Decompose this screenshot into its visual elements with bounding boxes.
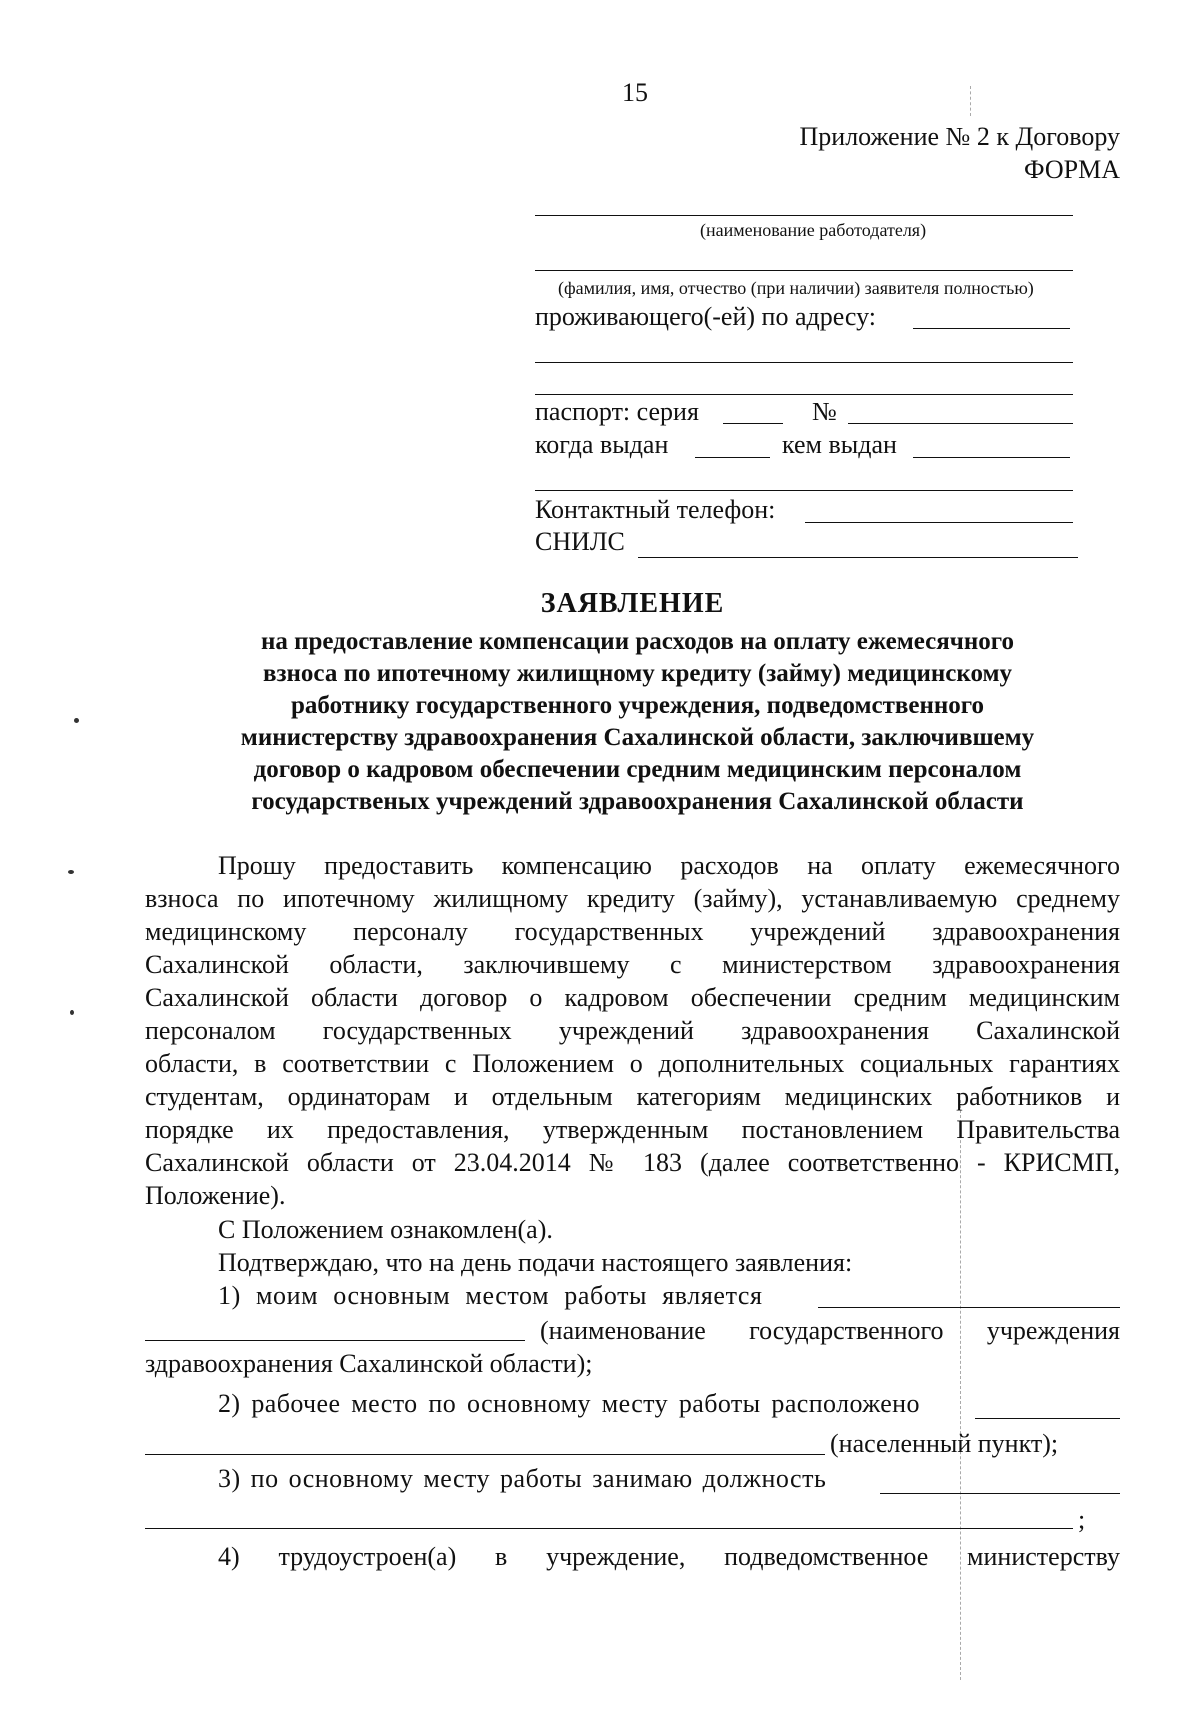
title-block [150, 626, 1125, 818]
item-2-text: 2) рабочее место по основному месту работы расположено [218, 1389, 920, 1418]
title-line: на предоставление компенсации расходов на оплату ежемесячного [260, 628, 1015, 655]
confirm-text: Подтверждаю, что на день подачи настоящего заявления: [218, 1248, 853, 1277]
title-line: государственых учреждений здравоохранения Сахалинской области [251, 788, 1024, 815]
item-1-line [818, 1307, 1120, 1308]
item-1-text: 1) моим основным местом работы является [218, 1281, 763, 1310]
scan-speck [68, 870, 74, 874]
item-3-end: ; [1078, 1505, 1086, 1534]
title-line: договор о кадровом обеспечении средним медицинским персоналом [253, 756, 1022, 783]
title-line: работнику государственного учреждения, подведомственного [291, 692, 984, 719]
item-4-text: 4) трудоустроен(а) в учреждение, подведомственное министерству [218, 1542, 1120, 1571]
employer-caption: (наименование работодателя) [700, 220, 927, 240]
scan-speck [74, 718, 79, 723]
form-label: ФОРМА [1024, 155, 1120, 184]
passport-series-label: паспорт: серия [535, 397, 699, 426]
passport-number-line [848, 423, 1073, 424]
paragraph-line: персоналом государственных учреждений здравоохранения Сахалинской [145, 1016, 1120, 1045]
paragraph-line: медицинскому персоналу государственных учреждений здравоохранения [145, 917, 1120, 946]
paragraph-line: Положение). [145, 1181, 286, 1210]
issued-by-label: кем выдан [782, 430, 897, 459]
issued-when-line [695, 457, 770, 458]
issued-by-line [913, 457, 1070, 458]
passport-series-line [723, 423, 783, 424]
paragraph-line: порядке их предоставления, утвержденным постановлением Правительства [145, 1115, 1120, 1144]
item-2-line-2 [145, 1454, 825, 1455]
applicant-caption: (фамилия, имя, отчество (при наличии) заявителя полностью) [558, 278, 1034, 298]
issued-by-line-2 [535, 490, 1073, 491]
address-line-3 [535, 394, 1073, 395]
acquainted-text: С Положением ознакомлен(а). [218, 1215, 553, 1244]
snils-label: СНИЛС [535, 527, 625, 556]
phone-label: Контактный телефон: [535, 495, 776, 524]
item-3-text: 3) по основному месту работы занимаю должность [218, 1464, 827, 1493]
item-3-line [880, 1493, 1120, 1494]
page-number: 15 [622, 78, 648, 107]
scan-speck [70, 1010, 74, 1015]
item-1-line-2 [145, 1340, 525, 1341]
passport-number-label: № [812, 397, 837, 426]
item-2-caption: (населенный пункт); [830, 1429, 1059, 1458]
item-1-caption: (наименование государственного учреждения [540, 1316, 1120, 1345]
appendix-title: Приложение № 2 к Договору [799, 122, 1120, 151]
paragraph-line: области, в соответствии с Положением о дополнительных социальных гарантиях [145, 1049, 1120, 1078]
address-line-2 [535, 362, 1073, 363]
paragraph-line: Прошу предоставить компенсацию расходов на оплату ежемесячного [218, 851, 1120, 880]
employer-line [535, 215, 1073, 216]
scan-edge-mark [970, 86, 971, 116]
item-3-line-2 [145, 1528, 1073, 1529]
issued-when-label: когда выдан [535, 430, 669, 459]
paragraph-line: Сахалинской области, заключившему с министерством здравоохранения [145, 950, 1120, 979]
paragraph-line: взноса по ипотечному жилищному кредиту (займу), устанавливаемую среднему [145, 884, 1120, 913]
paragraph-line: Сахалинской области от 23.04.2014 № 183 (далее соответственно - КРИСМП, [145, 1148, 1120, 1177]
item-1-caption-cont: здравоохранения Сахалинской области); [145, 1349, 593, 1378]
address-line-1 [913, 328, 1070, 329]
title-line: взноса по ипотечному жилищному кредиту (займу) медицинскому [262, 660, 1013, 687]
paragraph-line: студентам, ординаторам и отдельным категориям медицинских работников и [145, 1082, 1120, 1111]
item-2-line [975, 1418, 1120, 1419]
title-line: министерству здравоохранения Сахалинской области, заключившему [240, 724, 1035, 751]
address-label: проживающего(-ей) по адресу: [535, 302, 876, 331]
phone-line [805, 522, 1073, 523]
paragraph-line: Сахалинской области договор о кадровом обеспечении средним медицинским [145, 983, 1120, 1012]
document-title: ЗАЯВЛЕНИЕ [540, 588, 725, 619]
applicant-line [535, 270, 1073, 271]
snils-line [638, 557, 1078, 558]
